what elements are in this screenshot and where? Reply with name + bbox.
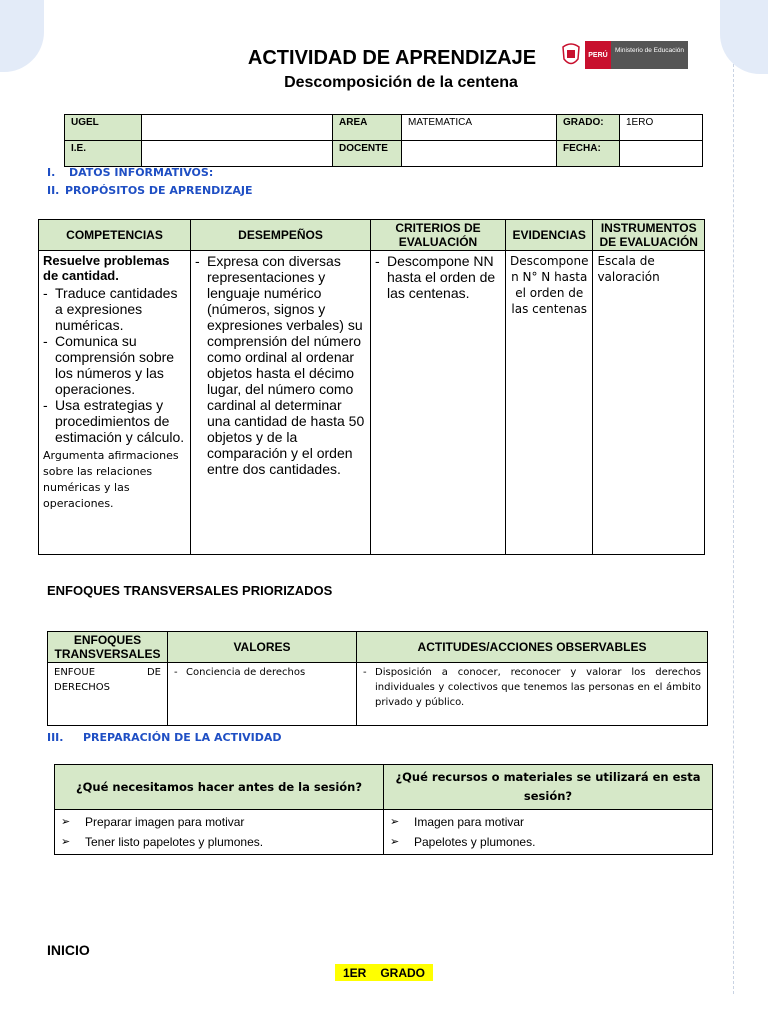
criterio-cell bbox=[371, 251, 506, 555]
list-item: ➢ Tener listo papelotes y plumones. bbox=[61, 832, 377, 852]
fecha-label: FECHA: bbox=[557, 141, 620, 167]
inicio-heading: INICIO bbox=[47, 942, 90, 958]
header-actitudes: ACTITUDES/ACCIONES OBSERVABLES bbox=[357, 632, 708, 663]
section-title: PROPÓSITOS DE APRENDIZAJE bbox=[65, 184, 253, 197]
enfoques-heading: ENFOQUES TRANSVERSALES PRIORIZADOS bbox=[47, 583, 333, 598]
section-datos-informativos bbox=[47, 166, 213, 179]
ugel-value[interactable] bbox=[142, 115, 333, 141]
valor-cell bbox=[168, 663, 357, 726]
valor-list bbox=[174, 665, 350, 680]
enfoque-cell: ENFOUE DE DERECHOS bbox=[48, 663, 168, 726]
ie-value[interactable] bbox=[142, 141, 333, 167]
list-item: ➢ Preparar imagen para motivar bbox=[61, 812, 377, 832]
section-title: PREPARACIÓN DE LA ACTIVIDAD bbox=[83, 731, 282, 744]
criterio-text: - Descompone NN hasta el orden de las centenas. bbox=[375, 253, 501, 301]
actitud-text: - Disposición a conocer, reconocer y valorar los derechos individuales y colectivos que tenemos las personas en el ámbito privado y público. bbox=[363, 665, 701, 710]
page-margin-guide bbox=[733, 64, 734, 994]
actitud-list bbox=[363, 665, 701, 710]
ugel-label: UGEL bbox=[65, 115, 142, 141]
competencia-extra: Argumenta afirmaciones sobre las relaciones numéricas y las operaciones. bbox=[43, 449, 179, 510]
competencia-title: Resuelve problemas de cantidad. bbox=[43, 253, 170, 283]
competencias-table bbox=[38, 219, 705, 555]
section-number: II. bbox=[47, 184, 60, 197]
ie-label: I.E. bbox=[65, 141, 142, 167]
section-propositos bbox=[47, 184, 252, 197]
criterio-list bbox=[375, 253, 501, 301]
area-value[interactable]: MATEMATICA bbox=[402, 115, 557, 141]
desempeno-list bbox=[195, 253, 366, 477]
info-table bbox=[64, 114, 703, 167]
enfoques-table bbox=[47, 631, 708, 726]
logo-ministry-label: Ministerio de Educación bbox=[611, 41, 688, 69]
desempeno-cell bbox=[191, 251, 371, 555]
antes-cell bbox=[55, 810, 384, 855]
header-recursos: ¿Qué recursos o materiales se utilizará en esta sesión? bbox=[384, 765, 713, 810]
grade-badge-level: 1ER bbox=[342, 965, 367, 980]
list-item: ➢ Imagen para motivar bbox=[390, 812, 706, 832]
list-item: - Comunica su comprensión sobre los números y las operaciones. bbox=[43, 333, 186, 397]
recursos-cell bbox=[384, 810, 713, 855]
header-competencias: COMPETENCIAS bbox=[39, 220, 191, 251]
docente-label: DOCENTE bbox=[333, 141, 402, 167]
logo-peru-label: PERÚ bbox=[585, 41, 611, 69]
section-number: I. bbox=[47, 166, 56, 179]
ministry-logo bbox=[560, 41, 688, 69]
document-title: ACTIVIDAD DE APRENDIZAJE bbox=[247, 47, 537, 69]
area-label: AREA bbox=[333, 115, 402, 141]
preparacion-table bbox=[54, 764, 713, 855]
competencia-list bbox=[43, 285, 186, 445]
recursos-list bbox=[390, 812, 706, 852]
peru-crest-icon bbox=[560, 41, 582, 69]
header-enfoques: ENFOQUES TRANSVERSALES bbox=[48, 632, 168, 663]
antes-list bbox=[61, 812, 377, 852]
fecha-value[interactable] bbox=[620, 141, 703, 167]
valor-text: - Conciencia de derechos bbox=[174, 665, 350, 680]
header-valores: VALORES bbox=[168, 632, 357, 663]
document-subtitle: Descomposición de la centena bbox=[284, 74, 518, 91]
header-antes: ¿Qué necesitamos hacer antes de la sesión? bbox=[55, 765, 384, 810]
section-title: DATOS INFORMATIVOS: bbox=[69, 166, 214, 179]
grade-badge bbox=[335, 964, 433, 981]
docente-value[interactable] bbox=[402, 141, 557, 167]
header-instrumentos: INSTRUMENTOS DE EVALUACIÓN bbox=[593, 220, 705, 251]
grade-badge-label: GRADO bbox=[380, 965, 425, 980]
list-item: ➢ Papelotes y plumones. bbox=[390, 832, 706, 852]
list-item: - Traduce cantidades a expresiones numéricas. bbox=[43, 285, 186, 333]
header-criterios: CRITERIOS DE EVALUACIÓN bbox=[371, 220, 506, 251]
header-evidencias: EVIDENCIAS bbox=[506, 220, 593, 251]
list-item: - Usa estrategias y procedimientos de estimación y cálculo. bbox=[43, 397, 186, 445]
section-preparacion bbox=[47, 731, 282, 744]
instrumento-cell: Escala de valoración bbox=[593, 251, 705, 555]
desempeno-text: - Expresa con diversas representaciones y lenguaje numérico (números, signos y expresiones verbales) su comprensión del número como ordinal al ordenar objetos hasta el décimo lugar, del número como cardinal al determinar una cantidad de hasta 50 objetos y de la comparación y el orden entre dos cantidades. bbox=[195, 253, 366, 477]
section-number: III. bbox=[47, 731, 64, 744]
evidencia-cell: Descompone n N° N hasta el orden de las centenas bbox=[506, 251, 593, 555]
grado-value[interactable]: 1ERO bbox=[620, 115, 703, 141]
grado-label: GRADO: bbox=[557, 115, 620, 141]
competencia-cell bbox=[39, 251, 191, 555]
actitud-cell bbox=[357, 663, 708, 726]
header-desempenos: DESEMPEÑOS bbox=[191, 220, 371, 251]
